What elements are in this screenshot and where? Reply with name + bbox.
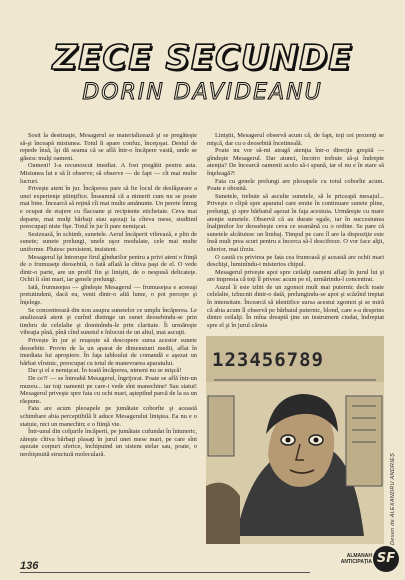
- sf-logo-icon: [373, 546, 399, 572]
- paragraph: Iată, frumuseţea — gîndeşte Mesagerul — frumuseţea e aceeaşi pretutindeni, dacă eu, venit dintr-o altă lume, o pot percepe şi înţelege.: [20, 283, 197, 307]
- right-text-column: [207, 132, 384, 334]
- paragraph: Se concentrează din nou asupra sunetelor ce umplu încăperea. Le analizează atent şi curînd distinge un sunet deosebindu-se prin timbru de celelalte şi dominîndu-le prin claritate. Îi urmăreşte vibraţia pînă, pînă cînd sunetul e înlocuit de un altul, mai ascuţit.: [20, 306, 197, 337]
- magazine-title: [312, 553, 372, 565]
- paragraph: Mesagerul priveşte apoi spre ceilalţi oameni aflaţi în jurul lui şi are impresia că toţi îl privesc acum pe el, urmărindu-l concentrat.: [207, 268, 384, 284]
- illustration-digits: 123456789: [212, 349, 324, 371]
- paragraph: Sesizează, în schimb, sunetele. Aerul încăperii vibrează, e plin de sunete; sunete prelungi, unele uşor modulate, cele mai multe uniforme. Plutesc persistent, insistent.: [20, 230, 197, 253]
- paragraph: Dar şi el e nemişcat. În toată încăperea, nimeni nu se mişcă!: [28, 367, 182, 375]
- magazine-title-line-1: ALMANAH: [346, 553, 372, 559]
- story-title: ZECE SECUNDE: [52, 38, 353, 78]
- page-number: 136: [20, 560, 39, 572]
- paragraph: Fata cu genele prelungi are pleoapele cu totul coborîte acum. Poate e obosită.: [207, 177, 384, 193]
- story-illustration: [206, 336, 384, 544]
- paragraph: Poate nu vor să-mi atragă atenţia într-o direcţie greşită — gîndeşte Mesagerul. Dar atunci, încotro trebuie să-şi îndrepte atenţia? De încearcă oamenii acolo să-i spună, iar el nu e în stare să înţeleagă?!: [207, 147, 384, 177]
- paragraph: Sosit la destinaţie, Mesagerul se materializează şi se pregăteşte să-şi înceapă misiunea. Totul îi apare confuz, înceţoşat. Destul de repede însă, îşi dă seama că se află într-o încăpere vastă, unde se găsesc mulţi oameni.: [20, 132, 197, 162]
- footer-divider: [20, 572, 310, 573]
- paragraph: Fata are acum pleoapele pe jumătate coborîte şi această schimbare abia perceptibilă îi aduce Mesagerului liniştea. Ea nu e o statuie, nici un manechin; e o fiinţă vie.: [20, 405, 197, 428]
- story-header: [0, 0, 405, 120]
- paragraph: Sunetele, trebuie să asculte sunetele, să le priceapă mesajul... Priveşte o clipă spre aparatul care emite în continuare sunete pline, prelungi, şi spre bărbatul aşezat în faţa acestuia. Urmăreşte cu mare atenţie sunetele. Observă că au durate egale, iar în succesiunea înalţimilor lor deosebeşte ceva ce seamănă cu o ordine. Se pare că sunetele alcătuiesc un limbaj. Timpul pe care îl are la dispoziţie este însă mult prea scurt pentru a încerca să-l descifreze. O vor face alţii, ulterior, mai tîrziu.: [207, 192, 384, 253]
- paragraph: Mesagerul îşi întrerupe firul gîndurilor pentru a privi atent o fiinţă de o frumuseţe deosebită, o fată aflată la cîtiva paşi de el. O vede dintr-o parte, are un profil fin şi liniştit, de o nespusă delicateţe. Ochii îi sînt mari, iar genele prelungi.: [20, 253, 197, 284]
- illustration-drawing: [206, 336, 384, 544]
- story-author: DORIN DAVIDEANU: [82, 80, 323, 105]
- illustration-credit: Desen de ALEXANDRU ANDRIEȘ: [390, 452, 396, 545]
- paragraph: De ce?! — se întreabă Mesagerul, îngrijorat. Poate se află într-un muzeu... iar toţi oamenii pe care-i vede sînt manechine! Sau statui! Mesagerul priveşte spre fata cu ochi mari, aşteptînd parcă de la ea un răspuns.: [20, 375, 197, 405]
- paragraph: Priveşte atent în jur. Încăperea pare să fie locul de desfăşurare a unei experienţe ştiinţifice. Înseamnă că a nimerit cum nu se poate mai bine. Încearcă să reţină cît mai multe amănunte. Un perete întreg e ocupat de etajere cu flacoane şi recipiente etichetate. Ceva mai departe, mai mulţi bărbaţi stau aşezaţi la cîteva mese, studiind preocupaţi niste fişe. Totul în jur îi pare nemişcat.: [20, 185, 197, 231]
- paragraph: Privește în jur și reușește să descopere sursa acestor sunete deosebite. Provin de la un aparat de dimensiuni medii, aflat în imediata lui apropiere. În faţa tabloului de comandă e aşezat un bărbat vîrstnic, preocupat cu totul de manevrarea aparatului.: [20, 337, 197, 367]
- magazine-title-line-2: ANTICIPAȚIA: [340, 559, 372, 565]
- paragraph: Auzul îi este izbit de un zgomot mult mai puternic decît toate celelalte, izbucnit dintr-o dată, prelungindu-se apoi şi scăzînd treptat în intensitate. Încearcă să identifice sursa acestui zgomot şi se miră că abia acum îl observă pe bărbatul puternic, blond, care s-a desprins dintre ceilalţi. În mîna dreaptă ţine un instrument ciudat, îndreptat spre el şi în jurul căruia: [207, 283, 384, 329]
- sf-logo-text: SF: [376, 551, 396, 566]
- paragraph: Într-unul din colţurile încăperii, pe jumătate cufundat în întuneric, zăreşte cîtiva bărbaţi plasaţi în jurul unei mese mari, pe care sînt aşezate corpuri sferice, închipuind un sistem stelar sau, poate, o neobişnuită structură moleculară.: [20, 428, 197, 458]
- left-text-column: [20, 132, 197, 550]
- paragraph: O caută cu privirea pe fata cea frumoasă şi această are ochii mari deschişi, luminîndu-i misterios chipul.: [207, 253, 384, 269]
- paragraph: Oameni! I-a recunoscut imediat. A fost pregătit pentru asta. Misiunea lui e să îi observe; să observe — de fapt — cît mai multe lucruri.: [20, 162, 197, 185]
- paragraph: Liniştit, Mesagerul observă acum că, de fapt, toţi cei prezenţi se mişcă, dar cu o deosebită încetineală.: [207, 132, 384, 147]
